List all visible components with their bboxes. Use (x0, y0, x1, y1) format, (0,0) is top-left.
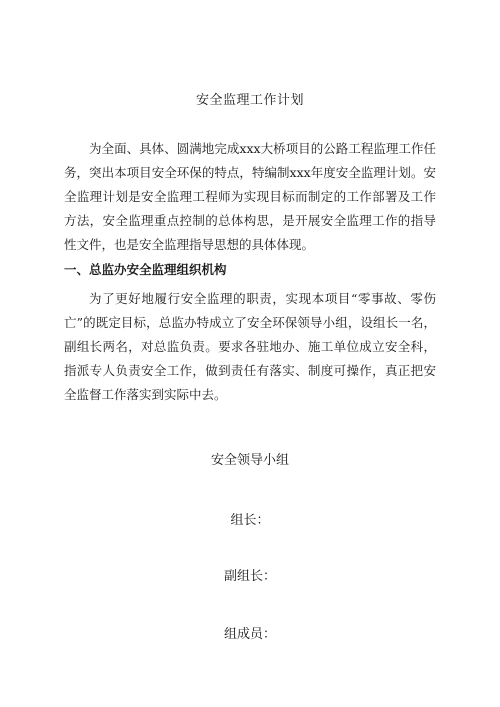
intro-paragraph: 为全面、具体、圆满地完成xxx大桥项目的公路工程监理工作任务，突出本项目安全环保的特点，特编制xxx年度安全监理计划。安全监理计划是安全监理工程师为实现目标而制定的工作部署及工作方法，安全监理重点控制的总体构思，是开展安全监理工作的指导性文件，也是安全监理指导思想的具体体现。 (64, 141, 436, 252)
leadership-group-title: 安全领导小组 (210, 453, 289, 468)
section-heading-organization: 一、总监办安全监理组织机构 (64, 262, 227, 277)
group-leader-label: 组长： (230, 513, 270, 528)
group-members-label: 组成员： (223, 627, 276, 642)
vice-leader-label: 副组长： (223, 569, 276, 584)
document-title: 安全监理工作计划 (195, 93, 304, 108)
organization-paragraph: 为了更好地履行安全监理的职责，实现本项目“零事故、零伤亡”的既定目标，总监办特成立了安全环保领导小组，设组长一名，副组长两名，对总监负责。要求各驻地办、施工单位成立安全科，指派专人负责安全工作，做到责任有落实、制度可操作，真正把安全监督工作落实到实际中去。 (64, 291, 436, 402)
